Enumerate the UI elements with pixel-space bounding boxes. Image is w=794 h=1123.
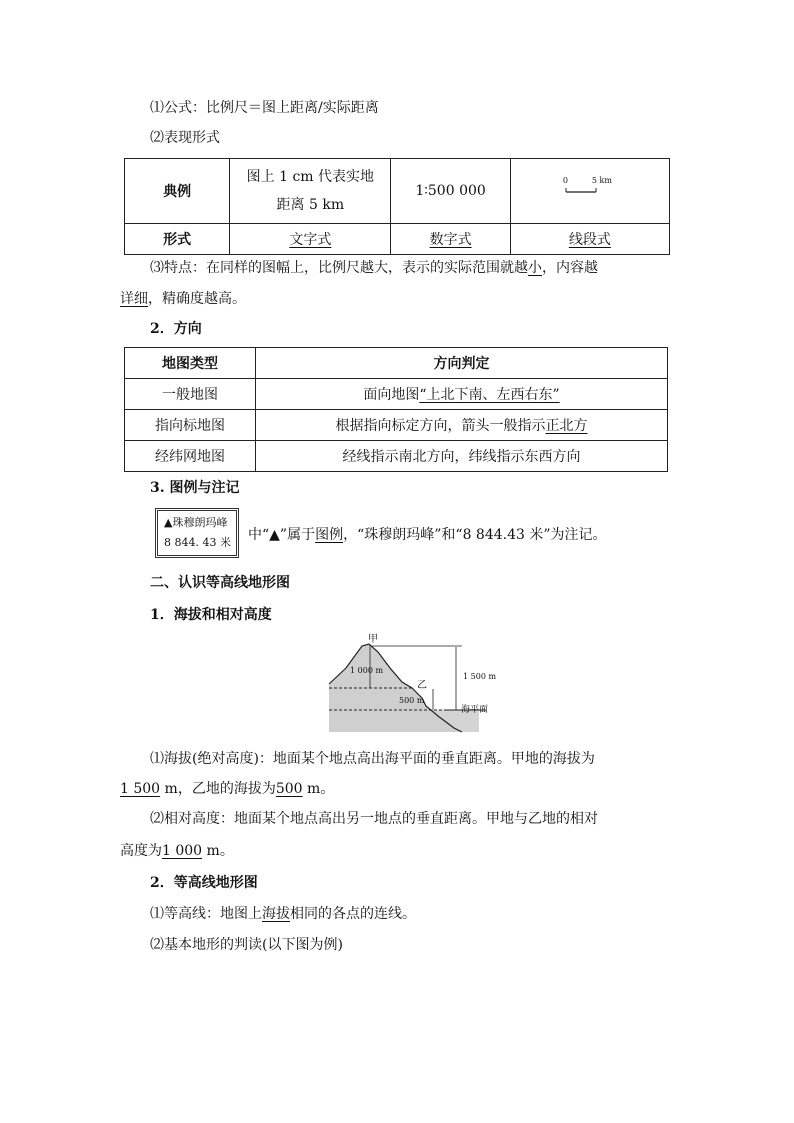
label-jia: 甲: [368, 634, 378, 645]
direction-heading: 2．方向: [150, 321, 202, 337]
scale-feature-line2: 详细，精确度越高。: [120, 291, 246, 307]
table-row-head-form: 形式: [125, 224, 230, 255]
form-verbal: 文字式: [230, 224, 391, 255]
label-sea-level: 海平面: [461, 705, 489, 715]
direction-type-general: 一般地图: [125, 379, 256, 410]
scale-forms-table: [124, 158, 670, 255]
legend-explanation: 中“▲”属于图例，“珠穆朗玛峰”和“8 844.43 米”为注记。: [248, 527, 607, 543]
direction-header-rule: 方向判定: [256, 348, 668, 379]
scale-bar-label: 5 km: [591, 176, 612, 185]
verbal-scale-line1: 图上 1 cm 代表实地: [246, 169, 375, 185]
numeric-scale-example: 1∶500 000: [391, 159, 510, 224]
direction-rule-general: 面向地图“上北下南、左西右东”: [256, 379, 668, 410]
scale-formula: ⑴公式：比例尺＝图上距离/实际距离: [150, 100, 379, 116]
scale-bar-graphic: [562, 176, 618, 199]
contour-map-heading: 2．等高线地形图: [150, 875, 258, 891]
direction-rule-graticule: 经线指示南北方向，纬线指示东西方向: [256, 441, 668, 472]
direction-header-type: 地图类型: [125, 348, 256, 379]
label-1500m: 1 500 m: [463, 672, 497, 681]
relative-height-line1: ⑵相对高度：地面某个地点高出另一地点的垂直距离。甲地与乙地的相对: [150, 811, 598, 827]
relative-height-line2: 高度为1 000 m。: [120, 843, 234, 859]
direction-type-graticule: 经纬网地图: [125, 441, 256, 472]
direction-table: [124, 347, 668, 472]
contour-section-heading: 二、认识等高线地形图: [150, 575, 290, 591]
altitude-paragraph-line2: 1 500 m，乙地的海拔为500 m。: [120, 781, 335, 797]
scale-bar-zero: 0: [562, 176, 568, 185]
direction-rule-arrow: 根据指向标定方向，箭头一般指示正北方: [256, 410, 668, 441]
legend-box-line1: ▲珠穆朗玛峰: [164, 516, 228, 529]
legend-example-box: [155, 508, 239, 558]
landform-reading-heading: ⑵基本地形的判读(以下图为例): [150, 937, 343, 953]
verbal-scale-example: [230, 159, 391, 224]
altitude-heading: 1．海拔和相对高度: [150, 607, 272, 623]
form-line: 线段式: [510, 224, 669, 255]
table-row-head-example: 典例: [125, 159, 230, 224]
altitude-paragraph-line1: ⑴海拔(绝对高度)：地面某个地点高出海平面的垂直距离。甲地的海拔为: [150, 751, 595, 767]
direction-type-arrow: 指向标地图: [125, 410, 256, 441]
label-1000m: 1 000 m: [350, 666, 384, 675]
altitude-diagram: [326, 632, 506, 746]
label-500m: 500 m: [399, 696, 425, 705]
label-yi: 乙: [417, 680, 427, 691]
altitude-diagram-svg: [326, 632, 506, 742]
contour-line-definition: ⑴等高线：地图上海拔相同的各点的连线。: [150, 906, 416, 922]
verbal-scale-line2: 距离 5 km: [276, 197, 345, 213]
line-scale-example: [510, 159, 669, 224]
legend-box-line2: 8 844. 43 米: [164, 536, 231, 549]
form-numeric: 数字式: [391, 224, 510, 255]
scale-feature-line1: ⑶特点：在同样的图幅上，比例尺越大，表示的实际范围就越小，内容越: [150, 260, 598, 276]
legend-heading: 3. 图例与注记: [150, 480, 240, 496]
scale-forms-heading: ⑵表现形式: [150, 130, 220, 146]
